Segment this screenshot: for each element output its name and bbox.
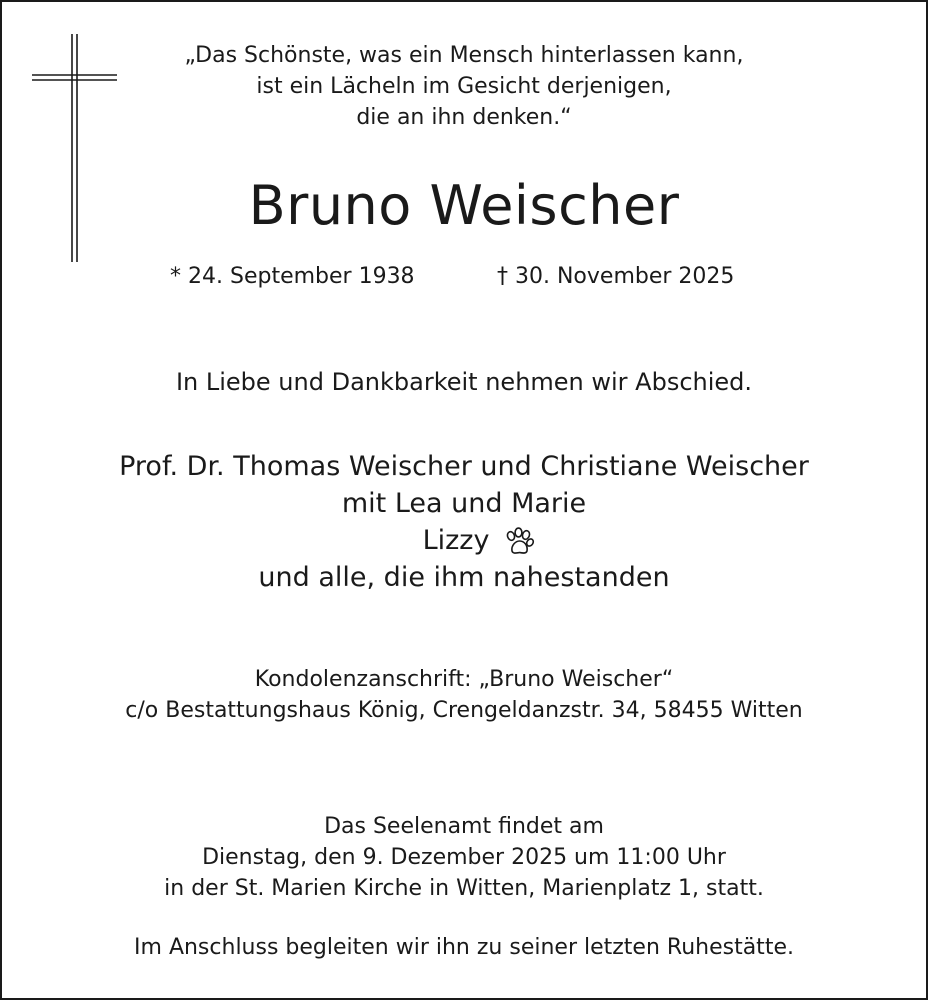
- birth-date: * 24. September 1938: [170, 264, 415, 289]
- paw-icon: [503, 527, 535, 557]
- condolence-line-2: c/o Bestattungshaus König, Crengeldanzstr. 34, 58455 Witten: [125, 698, 803, 723]
- quote-line-2: ist ein Lächeln im Gesicht derjenigen,: [256, 74, 672, 99]
- family-line-1: Prof. Dr. Thomas Weischer und Christiane Weischer: [119, 451, 809, 482]
- service-line-2: Dienstag, den 9. Dezember 2025 um 11:00 Uhr: [202, 845, 726, 870]
- service-line-3: in der St. Marien Kirche in Witten, Marienplatz 1, statt.: [164, 876, 764, 901]
- family-line-3: [2, 522, 926, 559]
- family-line-4: und alle, die ihm nahestanden: [258, 562, 670, 593]
- quote-line-3: die an ihn denken.“: [356, 105, 572, 130]
- closing-text: Im Anschluss begleiten wir ihn zu seiner letzten Ruhestätte.: [134, 935, 794, 960]
- deceased-name: Bruno Weischer: [248, 174, 680, 237]
- pet-name: Lizzy: [422, 525, 490, 556]
- quote-line-1: „Das Schönste, was ein Mensch hinterlassen kann,: [184, 43, 744, 68]
- death-date: † 30. November 2025: [497, 264, 735, 289]
- condolence-line-1: Kondolenzanschrift: „Bruno Weischer“: [254, 667, 674, 692]
- service-line-1: Das Seelenamt findet am: [324, 814, 604, 839]
- farewell-text: In Liebe und Dankbarkeit nehmen wir Abschied.: [175, 368, 753, 396]
- family-line-2: mit Lea und Marie: [341, 488, 587, 519]
